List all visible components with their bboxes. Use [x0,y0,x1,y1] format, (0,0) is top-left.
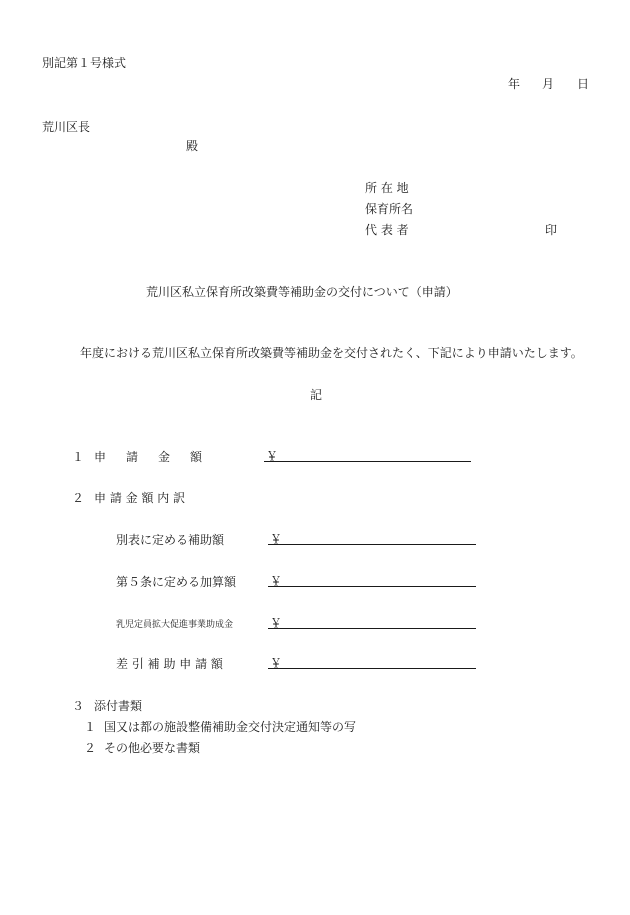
attachment-text: 国又は都の施設整備補助金交付決定通知等の写 [104,720,357,734]
addressee-honorific: 殿 [186,139,199,153]
breakdown-underline [268,586,476,587]
breakdown-label: 乳児定員拡大促進事業助成金 [116,620,234,630]
item-3-label: 添付書類 [94,699,143,713]
item-1-number: １ [72,450,85,464]
ki-heading: 記 [310,388,323,402]
item-1-yen: ￥ [266,449,279,463]
item-3-number: ３ [72,699,85,713]
addressee-name: 荒川区長 [42,120,91,134]
breakdown-yen: ￥ [270,574,283,588]
facility-name-label: 保育所名 [365,202,414,216]
document-title: 荒川区私立保育所改築費等補助金の交付について（申請） [146,285,458,299]
breakdown-yen: ￥ [270,656,283,670]
breakdown-underline [268,544,476,545]
attachment-number: ２ [84,741,97,755]
location-label: 所 在 地 [365,181,409,195]
seal-mark: 印 [545,223,558,237]
breakdown-label: 差 引 補 助 申 請 額 [116,657,223,671]
breakdown-underline [268,668,476,669]
item-2-number: ２ [72,491,85,505]
date-month: 月 [542,77,555,91]
item-1-label: 申 請 金 額 [94,450,207,464]
body-text: 年度における荒川区私立保育所改築費等補助金を交付されたく、下記により申請いたします。 [80,346,583,360]
breakdown-underline [268,628,476,629]
breakdown-yen: ￥ [270,616,283,630]
representative-label: 代 表 者 [365,223,409,237]
breakdown-label: 第５条に定める加算額 [116,575,237,589]
attachment-number: １ [84,720,97,734]
breakdown-label: 別表に定める補助額 [116,533,225,547]
attachment-text: その他必要な書類 [104,741,201,755]
date-day: 日 [577,77,590,91]
date-year: 年 [508,77,521,91]
item-1-underline [264,461,471,462]
form-number: 別記第１号様式 [42,56,127,70]
breakdown-yen: ￥ [270,532,283,546]
item-2-label: 申 請 金 額 内 訳 [94,491,186,505]
